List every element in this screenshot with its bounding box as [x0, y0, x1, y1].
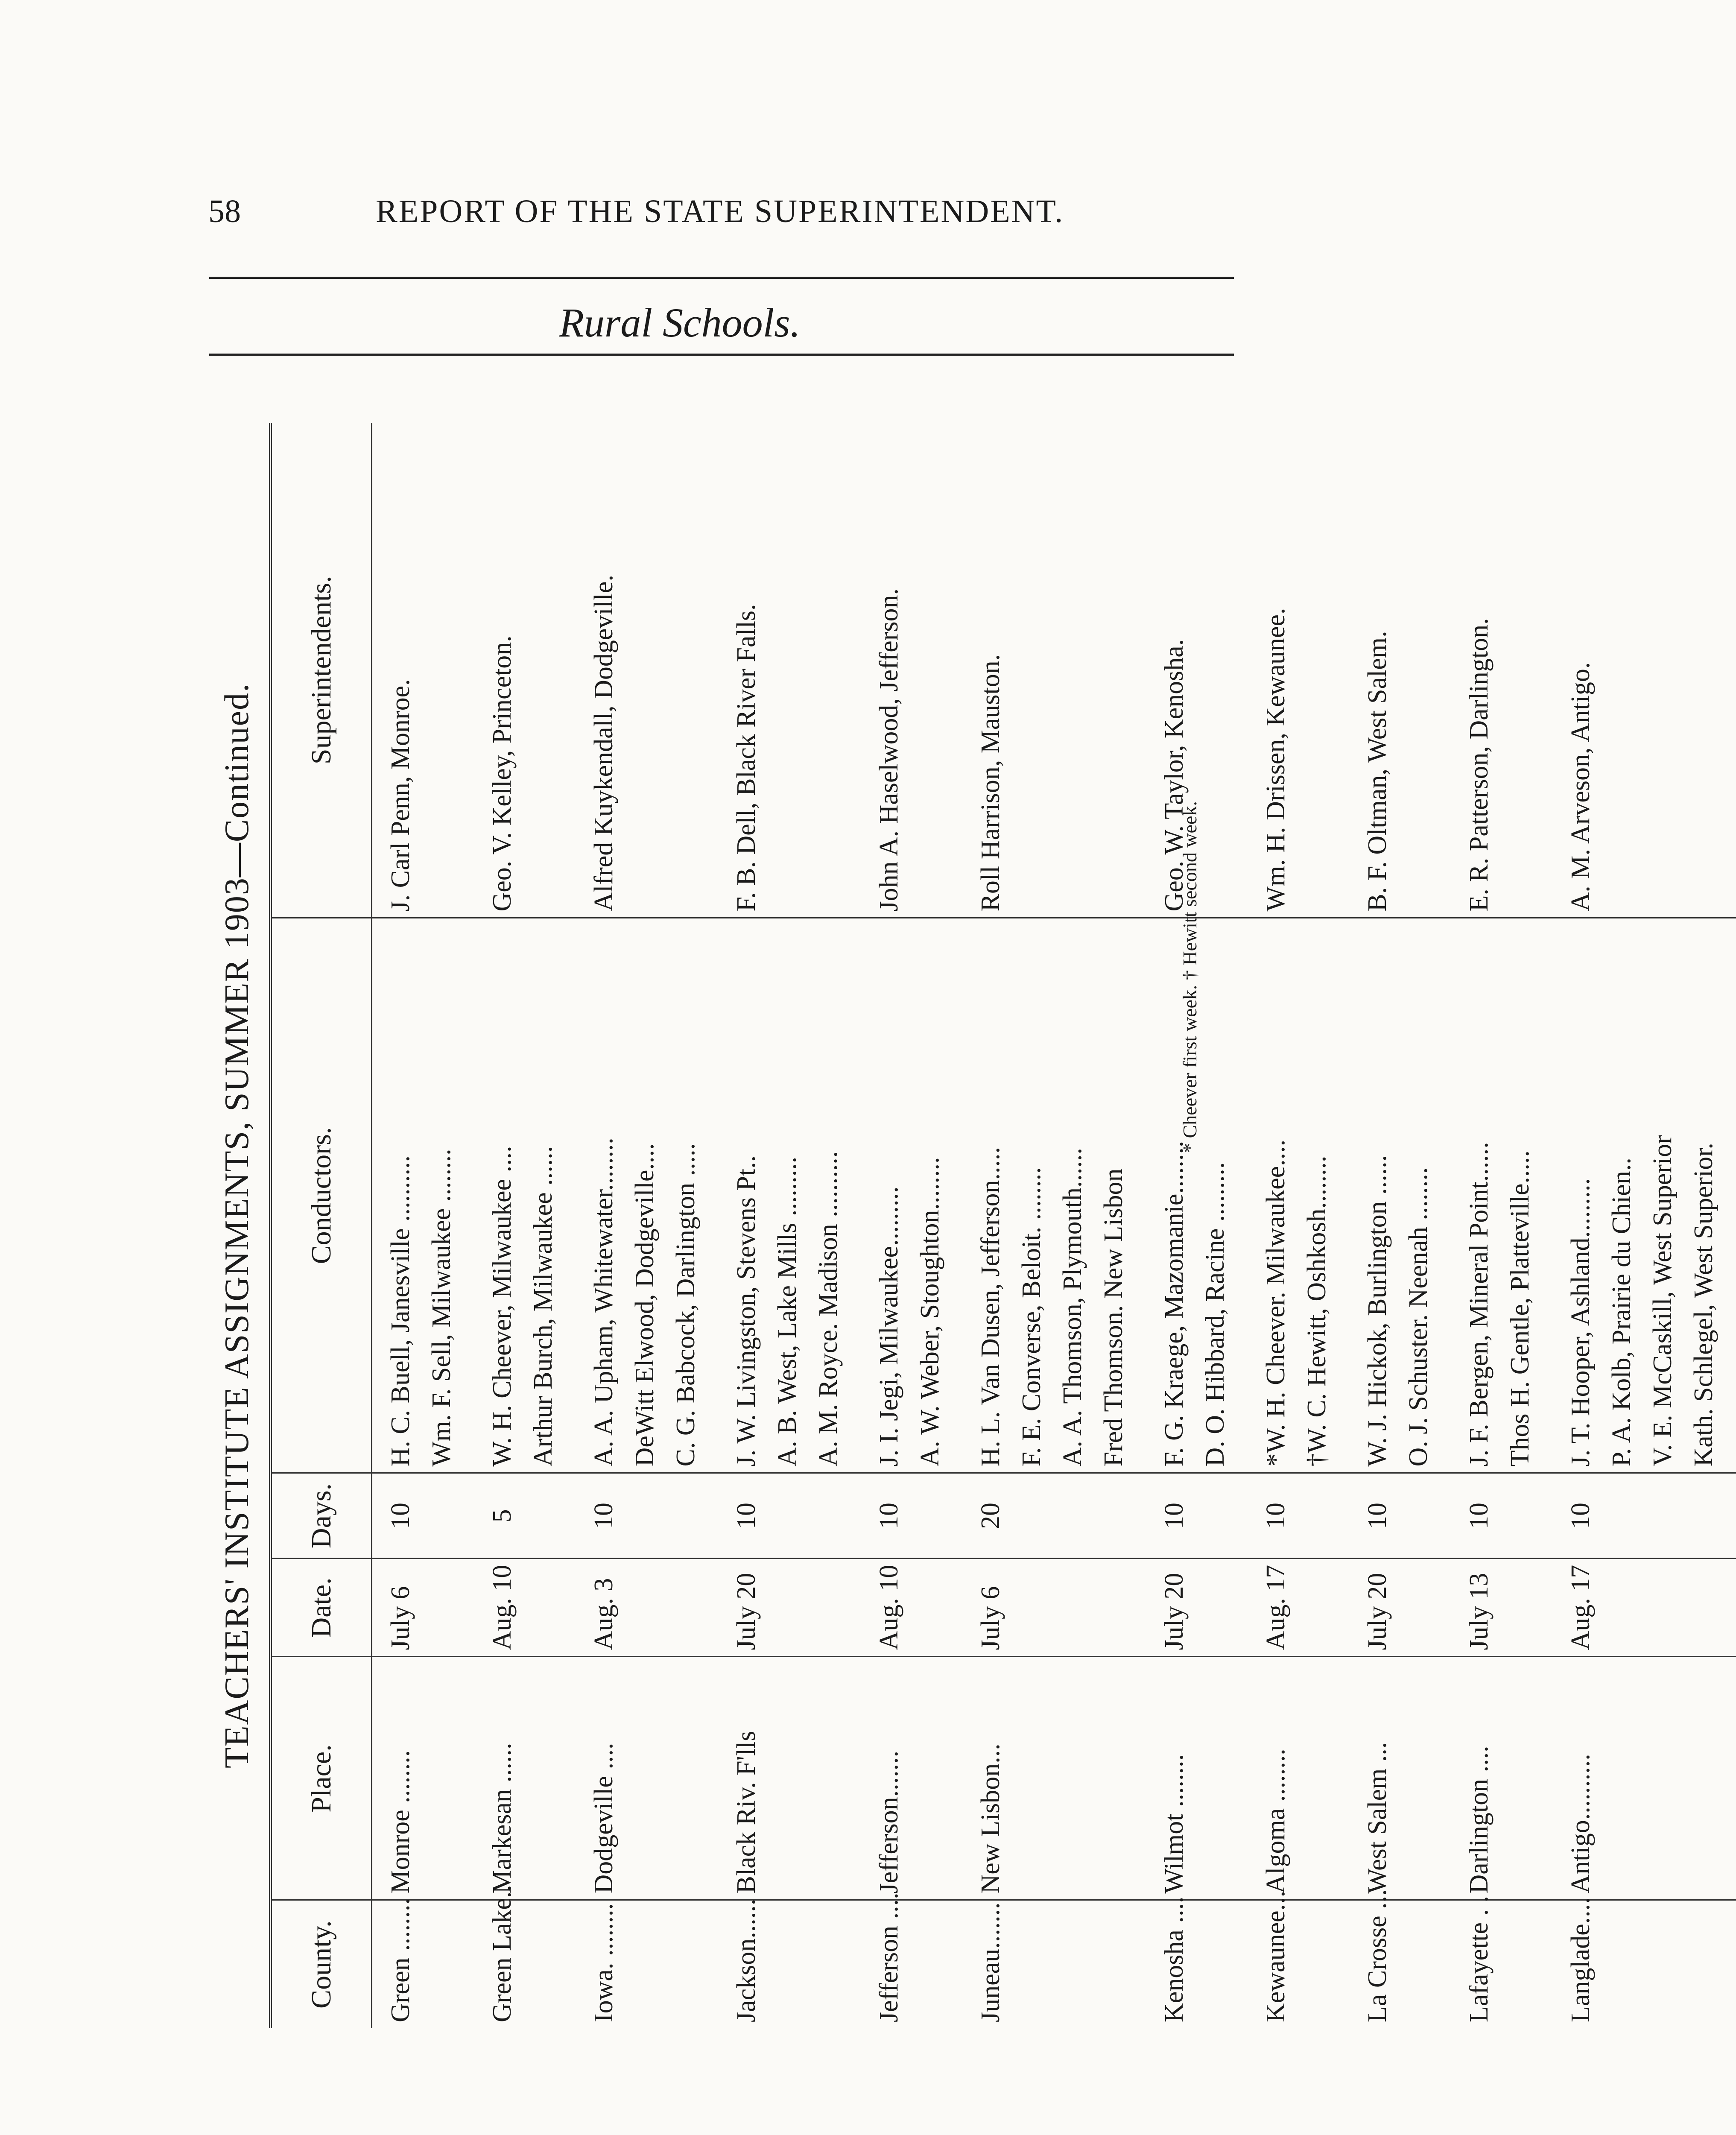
conductor-entry: C. G. Babcock, Darlington .....	[671, 1143, 700, 1467]
superintendent-cell: B. F. Oltman, West Salem.	[1349, 423, 1451, 918]
conductor-entry: P. A. Kolb, Prairie du Chien..	[1607, 1158, 1636, 1467]
conductor-entry: A. M. Royce. Madison ..........	[814, 1151, 843, 1467]
conductors-cell	[1451, 918, 1552, 1473]
county-cell: Iowa. ........	[589, 1903, 618, 2022]
conductor-entry: J. T. Hooper, Ashland.........	[1566, 1178, 1595, 1467]
section-divider	[209, 354, 1234, 356]
conductor-entry: A. A. Upham, Whitewater........	[589, 1138, 618, 1467]
conductors-cell	[1552, 918, 1736, 1473]
place-cell: Markesan ......	[474, 1657, 576, 1900]
date-cell: Aug. 10	[474, 1559, 576, 1657]
place-cell: West Salem ...	[1349, 1657, 1451, 1900]
conductor-entry: D. O. Hibbard, Racine .........	[1201, 1162, 1230, 1467]
date-cell: July 6	[962, 1559, 1146, 1657]
conductor-entry: A. W. Weber, Stoughton........	[915, 1157, 944, 1467]
superintendent-cell: Geo. W. Taylor, Kenosha.	[1146, 423, 1248, 918]
days-cell: 10	[718, 1473, 861, 1559]
conductor-entry: W. J. Hickok, Burlington ......	[1363, 1155, 1392, 1467]
conductor-entry: Arthur Burch, Milwaukee ......	[529, 1146, 558, 1467]
table-row	[1146, 423, 1248, 2028]
col-header-date: Date.	[271, 1559, 372, 1657]
county-cell: Green Lake..	[488, 1885, 517, 2022]
table-row	[1552, 423, 1736, 2028]
footnote: * Cheever first week. † Hewitt second week.	[1179, 801, 1201, 1153]
rotated-table-block	[162, 423, 1718, 2028]
conductor-entry: J. W. Livingston, Stevens Pt..	[732, 1155, 761, 1467]
place-cell: Antigo..........	[1552, 1657, 1736, 1900]
superintendent-cell: Wm. H. Drissen, Kewaunee.	[1248, 423, 1349, 918]
county-cell: Green ........	[386, 1898, 415, 2022]
table-row	[372, 423, 474, 2028]
conductor-entry: Thos H. Gentle, Platteville.....	[1505, 1150, 1534, 1467]
place-cell: Jefferson.......	[861, 1657, 962, 1900]
conductors-cell	[576, 918, 718, 1473]
place-cell: Black Riv. F'lls	[718, 1657, 861, 1900]
superintendent-cell: F. B. Dell, Black River Falls.	[718, 423, 861, 918]
table-row	[474, 423, 576, 2028]
days-cell: 10	[1552, 1473, 1736, 1559]
superintendent-cell: John A. Haselwood, Jefferson.	[861, 423, 962, 918]
days-cell: 10	[1248, 1473, 1349, 1559]
days-cell: 10	[372, 1473, 474, 1559]
days-cell: 10	[861, 1473, 962, 1559]
conductor-entry: F. E. Converse, Beloit. ........	[1017, 1167, 1046, 1467]
table-row	[1349, 423, 1451, 2028]
conductors-cell	[372, 918, 474, 1473]
county-cell: Langlade....	[1566, 1897, 1595, 2022]
county-cell: Jefferson ....	[874, 1892, 903, 2022]
conductor-entry: Fred Thomson. New Lisbon	[1099, 1168, 1128, 1467]
conductor-entry: Kath. Schlegel, West Superior.	[1689, 1143, 1718, 1467]
date-cell: July 6	[372, 1559, 474, 1657]
running-title: REPORT OF THE STATE SUPERINTENDENT.	[376, 193, 1064, 229]
conductor-entry: H. C. Buell, Janesville ..........	[386, 1155, 415, 1467]
date-cell: July 20	[718, 1559, 861, 1657]
page-number: 58	[208, 193, 241, 229]
conductor-entry: H. L. Van Dusen, Jefferson.....	[976, 1147, 1005, 1467]
table-row	[861, 423, 962, 2028]
table-header-row	[271, 423, 372, 2028]
table-body	[372, 423, 1736, 2028]
superintendent-cell: J. Carl Penn, Monroe.	[372, 423, 474, 918]
date-cell: Aug. 17	[1248, 1559, 1349, 1657]
superintendent-cell: A. M. Arveson, Antigo.	[1552, 423, 1736, 918]
county-cell: Kenosha ....	[1160, 1896, 1189, 2022]
conductor-entry: W. H. Cheever, Milwaukee ....	[488, 1146, 517, 1467]
conductor-entry: J. F. Bergen, Mineral Point......	[1464, 1142, 1493, 1467]
superintendent-cell: Roll Harrison, Mauston.	[962, 423, 1146, 918]
conductor-entry: Wm. F. Sell, Milwaukee ........	[427, 1149, 456, 1467]
place-cell: New Lisbon...	[962, 1657, 1146, 1900]
superintendent-cell: Geo. V. Kelley, Princeton.	[474, 423, 576, 918]
place-cell: Darlington ....	[1451, 1657, 1552, 1900]
days-cell: 10	[1451, 1473, 1552, 1559]
days-cell: 20	[962, 1473, 1146, 1559]
conductors-cell	[1349, 918, 1451, 1473]
table-row	[718, 423, 861, 2028]
superintendent-cell: Alfred Kuykendall, Dodgeville.	[576, 423, 718, 918]
conductors-cell	[1248, 918, 1349, 1473]
conductors-cell	[962, 918, 1146, 1473]
county-cell: La Crosse ...	[1363, 1889, 1392, 2022]
place-cell: Dodgeville ....	[576, 1657, 718, 1900]
conductor-entry: A. A. Thomson, Plymouth......	[1058, 1148, 1087, 1467]
table-row	[576, 423, 718, 2028]
date-cell: Aug. 17	[1552, 1559, 1736, 1657]
place-cell: Algoma ........	[1248, 1657, 1349, 1900]
date-cell: July 13	[1451, 1559, 1552, 1657]
col-header-county: County.	[271, 1900, 372, 2028]
conductor-entry: DeWitt Elwood, Dodgeville....	[630, 1143, 659, 1467]
county-cell: Kewaunee...	[1261, 1890, 1290, 2022]
conductor-entry: V. E. McCaskill, West Superior	[1648, 1135, 1677, 1467]
county-cell: Juneau.......	[976, 1902, 1005, 2022]
table-row	[1451, 423, 1552, 2028]
conductor-entry: A. B. West, Lake Mills .........	[773, 1156, 802, 1467]
conductors-cell	[474, 918, 576, 1473]
date-cell: July 20	[1146, 1559, 1248, 1657]
date-cell: July 20	[1349, 1559, 1451, 1657]
col-header-days: Days.	[271, 1473, 372, 1559]
assignments-table	[269, 423, 1736, 2028]
days-cell: 10	[576, 1473, 718, 1559]
conductors-cell	[718, 918, 861, 1473]
table-row	[1248, 423, 1349, 2028]
table-row	[962, 423, 1146, 2028]
conductors-cell	[861, 918, 962, 1473]
place-cell: Wilmot ........	[1146, 1657, 1248, 1900]
top-divider	[209, 277, 1234, 279]
days-cell: 10	[1349, 1473, 1451, 1559]
col-header-conductors: Conductors.	[271, 918, 372, 1473]
place-cell: Monroe ........	[372, 1657, 474, 1900]
table-title: TEACHERS' INSTITUTE ASSIGNMENTS, SUMMER 1903—Continued.	[218, 682, 256, 1769]
conductor-entry: J. I. Jegi, Milwaukee.........	[874, 1186, 903, 1467]
conductor-entry: F. G. Kraege, Mazomanie........	[1160, 1141, 1189, 1467]
date-cell: Aug. 3	[576, 1559, 718, 1657]
county-cell: Jackson......	[732, 1898, 761, 2022]
days-cell: 10	[1146, 1473, 1248, 1559]
date-cell: Aug. 10	[861, 1559, 962, 1657]
col-header-superintendents: Superintendents.	[271, 423, 372, 918]
col-header-place: Place.	[271, 1657, 372, 1900]
superintendent-cell: E. R. Patterson, Darlington.	[1451, 423, 1552, 918]
days-cell: 5	[474, 1473, 576, 1559]
county-cell: Lafayette . .	[1464, 1895, 1493, 2022]
conductor-entry: O. J. Schuster. Neenah ........	[1404, 1167, 1433, 1467]
section-title: Rural Schools.	[559, 300, 801, 345]
conductor-entry: †W. C. Hewitt, Oshkosh........	[1302, 1155, 1331, 1467]
conductor-entry: *W. H. Cheever. Milwaukee....	[1261, 1139, 1290, 1467]
